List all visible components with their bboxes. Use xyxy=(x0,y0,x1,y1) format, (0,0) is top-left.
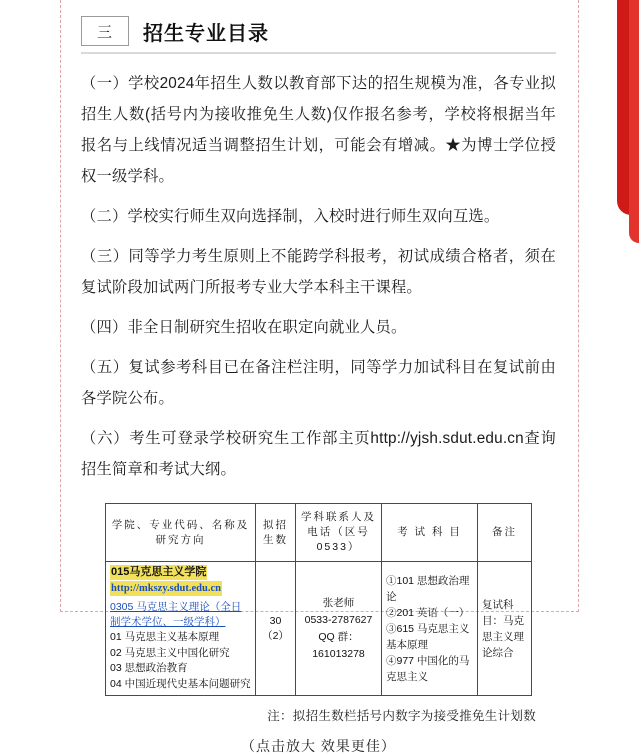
research-direction: 03 思想政治教育 xyxy=(110,662,188,674)
contact-name: 张老师 xyxy=(322,596,355,609)
cell-contact xyxy=(296,562,382,696)
table-row xyxy=(106,562,532,696)
paragraph-5: （五）复试参考科目已在备注栏注明，同等学力加试科目在复试前由各学院公布。 xyxy=(81,359,556,407)
document-content xyxy=(61,0,578,756)
remark-text: 复试科目：马克思主义理论综合 xyxy=(482,598,524,659)
paragraph-2: （二）学校实行师生双向选择制，入校时进行师生双向互选。 xyxy=(81,208,500,225)
contact-phone: 0533-2787627 xyxy=(304,613,373,626)
exam-subject: ④977 中国化的马克思主义 xyxy=(386,654,470,683)
research-direction: 02 马克思主义中国化研究 xyxy=(110,646,230,659)
paragraph-1: （一）学校2024年招生人数以教育部下达的招生规模为准，各专业拟招生人数(括号内为接收推免生人数)仅作报名参考，学校将根据当年报名与上线情况适当调整招生计划，可能会有增减。★为博士学位授权一级学科。 xyxy=(81,75,556,185)
institute-name: 015马克思主义学院 xyxy=(111,566,207,578)
contact-qq-number: 161013278 xyxy=(312,647,365,660)
table-note: 注：拟招生数栏括号内数字为接受推免生计划数 xyxy=(267,709,536,723)
program-code-name: 0305 马克思主义理论（全日制学术学位、一级学科） xyxy=(110,601,242,628)
section-number: 三 xyxy=(81,16,129,46)
cell-enrollment: 30（2） xyxy=(256,562,296,696)
table-header-cell: 学科联系人及电话（区号0533） xyxy=(296,504,382,562)
table-header-cell: 学院、专业代码、名称及研究方向 xyxy=(106,504,256,562)
table-header-cell: 拟招生数 xyxy=(256,504,296,562)
exam-subject: ③615 马克思主义基本原理 xyxy=(386,622,470,651)
paragraph-6: （六）考生可登录学校研究生工作部主页http://yjsh.sdut.edu.cn查询招生简章和考试大纲。 xyxy=(81,430,556,478)
research-direction: 01 马克思主义基本原理 xyxy=(110,631,220,643)
table-header-cell: 考 试 科 目 xyxy=(382,504,478,562)
section-title: 招生专业目录 xyxy=(143,22,269,45)
research-direction: 04 中国近现代史基本问题研究 xyxy=(110,677,251,690)
cell-program-info xyxy=(106,562,256,696)
contact-qq-label: QQ 群： xyxy=(318,630,359,643)
section-header xyxy=(81,16,556,54)
zoom-tip: （点击放大 效果更佳） xyxy=(241,738,396,754)
paragraph-3: （三）同等学力考生原则上不能跨学科报考，初试成绩合格者，须在复试阶段加试两门所报考专业大学本科主干课程。 xyxy=(81,248,556,296)
decorative-ribbon-inner xyxy=(629,0,639,243)
table-header-cell: 备注 xyxy=(478,504,532,562)
cell-remark xyxy=(478,562,532,696)
exam-subject: ①101 思想政治理论 xyxy=(386,574,470,603)
paragraph-4: （四）非全日制研究生招收在职定向就业人员。 xyxy=(81,319,407,336)
institute-url[interactable]: http://mkszy.sdut.edu.cn xyxy=(111,583,221,594)
table-header-row xyxy=(106,504,532,562)
document-page xyxy=(60,0,579,754)
major-catalog-table xyxy=(105,503,532,696)
exam-subject: ②201 英语（一） xyxy=(386,606,470,619)
cell-exam-subjects xyxy=(382,562,478,696)
